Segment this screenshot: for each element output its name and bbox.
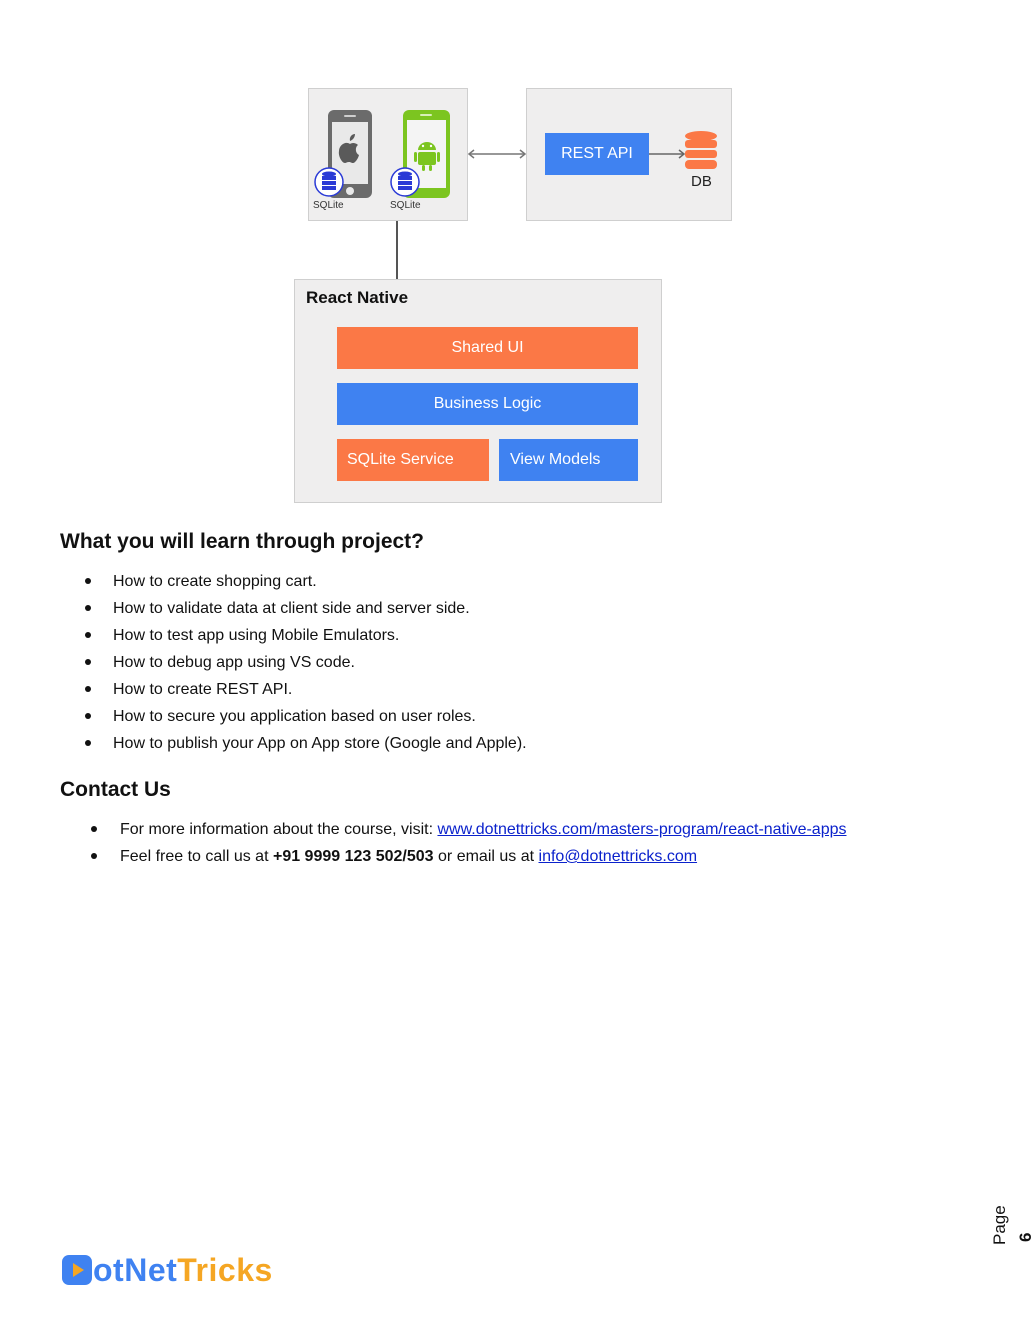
- ios-sqlite-db-icon: [315, 168, 343, 196]
- ios-sqlite-label: SQLite: [313, 200, 344, 211]
- list-item-text: How to test app using Mobile Emulators.: [113, 627, 400, 644]
- android-sqlite-db-icon: [391, 168, 419, 196]
- list-item-text: How to publish your App on App store (Google and Apple).: [113, 735, 527, 752]
- bullet-icon: [85, 686, 91, 692]
- bidirectional-arrow-icon: [466, 147, 528, 161]
- info-prefix-text: For more information about the course, visit:: [120, 821, 438, 838]
- learn-heading: What you will learn through project?: [60, 530, 425, 553]
- list-item: [84, 599, 527, 626]
- bullet-icon: [85, 605, 91, 611]
- bullet-icon: [85, 659, 91, 665]
- list-item: [84, 626, 527, 653]
- list-item-text: How to create REST API.: [113, 681, 293, 698]
- bullet-icon: [85, 713, 91, 719]
- bullet-icon: [91, 826, 97, 832]
- list-item: [90, 820, 847, 847]
- db-label: DB: [691, 173, 712, 190]
- list-item-text: How to secure you application based on user roles.: [113, 708, 476, 725]
- contact-list: [90, 820, 847, 874]
- phone-number: +91 9999 123 502/503: [272, 848, 434, 865]
- database-icon: [682, 129, 720, 173]
- sqlite-service-layer: SQLite Service: [337, 439, 489, 481]
- list-item-text: How to debug app using VS code.: [113, 654, 355, 671]
- course-link[interactable]: www.dotnettricks.com/masters-program/react-native-apps: [437, 821, 847, 838]
- call-prefix-text: Feel free to call us at: [120, 848, 273, 865]
- bullet-icon: [85, 632, 91, 638]
- list-item-text: How to create shopping cart.: [113, 573, 317, 590]
- list-item-text: How to validate data at client side and server side.: [113, 600, 470, 617]
- list-item: [84, 680, 527, 707]
- rest-api-block: REST API: [545, 133, 649, 175]
- shared-ui-layer: Shared UI: [337, 327, 638, 369]
- page-number: 6: [1016, 1232, 1035, 1242]
- logo-text-secondary: Tricks: [177, 1251, 273, 1288]
- view-models-layer: View Models: [499, 439, 638, 481]
- list-item: [90, 847, 847, 874]
- logo-play-icon: [62, 1255, 92, 1285]
- android-sqlite-label: SQLite: [390, 200, 421, 211]
- list-item: [84, 707, 527, 734]
- connector-line: [396, 221, 398, 279]
- email-prefix-text: or email us at: [433, 848, 539, 865]
- contact-heading: Contact Us: [60, 778, 171, 801]
- bullet-icon: [85, 578, 91, 584]
- list-item: [84, 734, 527, 761]
- bullet-icon: [91, 853, 97, 859]
- logo-text-primary: otNet: [93, 1251, 178, 1288]
- react-native-title: React Native: [306, 288, 409, 307]
- learn-list: [84, 572, 527, 761]
- dotnettricks-logo: [62, 1252, 273, 1288]
- bullet-icon: [85, 740, 91, 746]
- email-link[interactable]: info@dotnettricks.com: [538, 848, 698, 865]
- list-item: [84, 653, 527, 680]
- list-item: [84, 572, 527, 599]
- page-label: Page: [990, 1205, 1009, 1245]
- business-logic-layer: Business Logic: [337, 383, 638, 425]
